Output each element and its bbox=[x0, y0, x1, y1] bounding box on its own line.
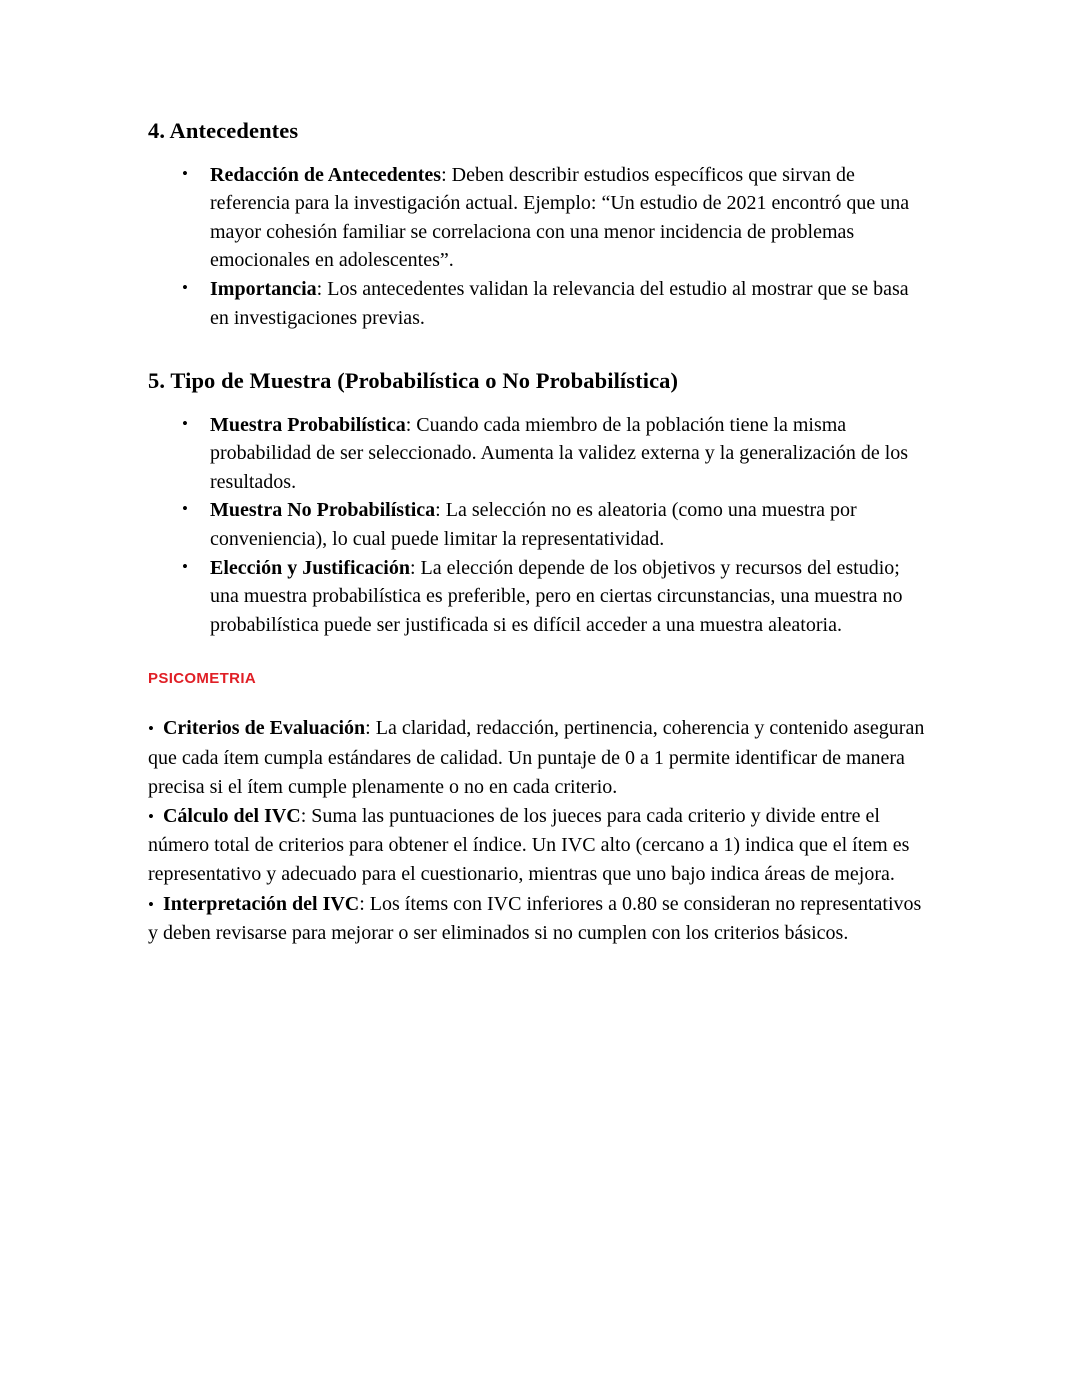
list-item-body: : Los ítems con IVC inferiores a 0.80 se consideran no representativos y deben revisarse para mejorar o ser eliminados si no cumplen con los criterios básicos. bbox=[148, 892, 922, 944]
list-item-lead: Muestra Probabilística bbox=[210, 413, 406, 436]
list-item bbox=[148, 554, 930, 640]
list-item-lead: Importancia bbox=[210, 277, 317, 300]
list-item-lead: Muestra No Probabilística bbox=[210, 499, 436, 522]
list-item-lead: Cálculo del IVC bbox=[162, 805, 301, 828]
section-heading-antecedentes: 4. Antecedentes bbox=[148, 118, 299, 143]
list-item bbox=[148, 411, 930, 497]
list-item-lead: Criterios de Evaluación bbox=[162, 717, 366, 740]
bullet-list-tipo-de-muestra bbox=[148, 411, 930, 640]
list-item-body: : Cuando cada miembro de la población tiene la misma probabilidad de ser seleccionado. Aumenta la validez externa y la generalización de los resultados. bbox=[210, 413, 909, 493]
list-item-lead: Redacción de Antecedentes bbox=[210, 163, 442, 186]
list-item bbox=[148, 275, 930, 332]
list-item-body: : Suma las puntuaciones de los jueces para cada criterio y divide entre el número total de criterios para obtener el índice. Un IVC alto (cercano a 1) indica que el ítem es representativo y adecuado para el cuestionario, mientras que uno bajo indica áreas de mejora. bbox=[148, 805, 910, 886]
list-item-body: : La selección no es aleatoria (como una muestra por conveniencia), lo cual puede limitar la representatividad. bbox=[210, 499, 857, 551]
list-item bbox=[148, 802, 930, 890]
list-item-body: : Los antecedentes validan la relevancia del estudio al mostrar que se basa en investigaciones previas. bbox=[210, 277, 909, 329]
list-item bbox=[148, 714, 930, 802]
list-item-body: : La claridad, redacción, pertinencia, coherencia y contenido aseguran que cada ítem cumpla estándares de calidad. Un puntaje de 0 a 1 permite identificar de manera precisa si el ítem cumple plenamente o no en cada criterio. bbox=[148, 717, 925, 798]
list-item-lead: Interpretación del IVC bbox=[162, 892, 360, 915]
bullet-list-psicometria bbox=[148, 714, 930, 948]
section-heading-tipo-de-muestra: 5. Tipo de Muestra (Probabilística o No Probabilística) bbox=[148, 368, 679, 394]
list-item-body: : La elección depende de los objetivos y recursos del estudio; una muestra probabilística es preferible, pero en ciertas circunstancias, una muestra no probabilística puede ser justificada si es difícil acceder a una muestra aleatoria. bbox=[210, 556, 903, 636]
bullet-list-antecedentes bbox=[148, 161, 930, 333]
psicometria-block bbox=[148, 670, 930, 948]
bullet-dot-icon: • bbox=[148, 719, 154, 739]
list-item bbox=[148, 161, 930, 275]
list-item-lead: Elección y Justificación bbox=[210, 556, 410, 579]
bullet-dot-icon: • bbox=[148, 894, 154, 914]
psicometria-heading: PSICOMETRIA bbox=[148, 670, 257, 688]
list-item-body: : Deben describir estudios específicos que sirvan de referencia para la investigación actual. Ejemplo: “Un estudio de 2021 encontró que una mayor cohesión familiar se correlaciona con una menor incidencia de problemas emocionales en adolescentes”. bbox=[210, 163, 910, 272]
list-item bbox=[148, 890, 930, 948]
list-item bbox=[148, 496, 930, 553]
bullet-dot-icon: • bbox=[148, 807, 154, 827]
